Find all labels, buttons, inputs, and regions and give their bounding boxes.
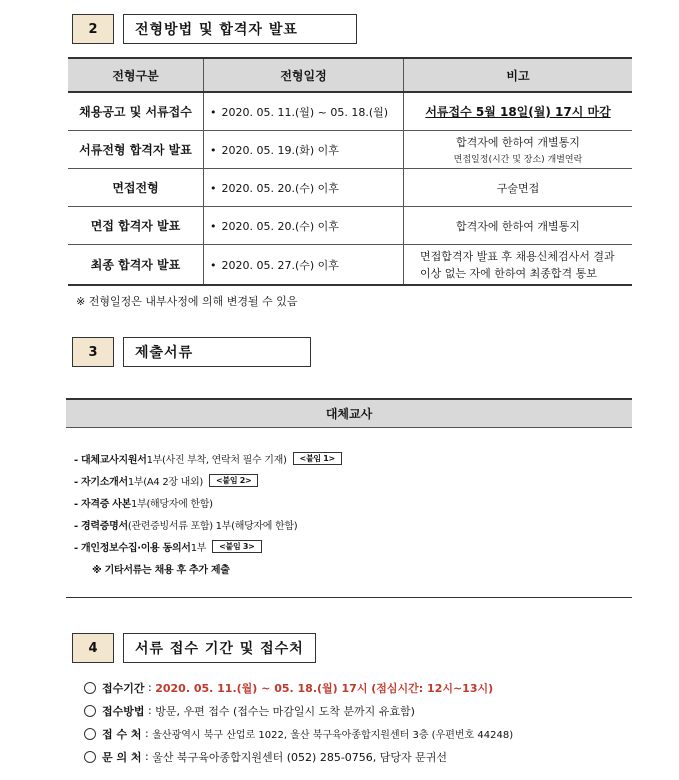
section-4-header: [72, 633, 316, 663]
note-cell: 서류접수 5월 18일(월) 17시 마감: [404, 92, 633, 131]
application-info-list: [84, 676, 513, 768]
schedule-cell: • 2020. 05. 20.(수) 이후: [204, 169, 404, 207]
circle-bullet-icon: [84, 728, 96, 740]
section-number: 2: [72, 14, 114, 44]
stage-cell: 채용공고 및 서류접수: [68, 92, 204, 131]
circle-bullet-icon: [84, 682, 96, 694]
list-item: 접 수 처 : 울산광역시 북구 산업로 1022, 울산 북구육아종합지원센터 3층 (우편번호 44248): [84, 722, 513, 745]
list-item: - 경력증명서 (관련증빙서류 포함) 1부(해당자에 한함): [74, 520, 298, 532]
attachment-tag: <붙임 1>: [293, 452, 342, 465]
schedule-cell: • 2020. 05. 19.(화) 이후: [204, 131, 404, 169]
note-cell: 합격자에 한하여 개별통지: [404, 207, 633, 245]
application-period: 2020. 05. 11.(월) ~ 05. 18.(월) 17시 (점심시간: 12시~13시): [155, 681, 494, 695]
schedule-table: [68, 57, 632, 286]
circle-bullet-icon: [84, 751, 96, 763]
section-title: 제출서류: [123, 337, 311, 367]
schedule-cell: • 2020. 05. 27.(수) 이후: [204, 245, 404, 286]
stage-cell: 면접전형: [68, 169, 204, 207]
note-cell: 합격자에 한하여 개별통지 면접일정(시간 및 장소) 개별연락: [404, 131, 633, 169]
list-item: - 개인정보수집·이용 동의서 1부 <붙임 3>: [74, 535, 342, 557]
schedule-footnote: ※ 전형일정은 내부사정에 의해 변경될 수 있음: [76, 295, 298, 308]
note-cell: 구술면접: [404, 169, 633, 207]
documents-list: [74, 447, 342, 579]
table-row: [68, 169, 632, 207]
documents-note: ※ 기타서류는 채용 후 추가 제출: [92, 564, 230, 576]
section-number: 4: [72, 633, 114, 663]
table-row: [68, 207, 632, 245]
section-number: 3: [72, 337, 114, 367]
table-header-row: [68, 58, 632, 92]
table-row: [68, 92, 632, 131]
list-item: - 자격증 사본 1부(해당자에 한함): [74, 498, 213, 510]
column-header: 전형일정: [204, 58, 404, 92]
list-item: - 자기소개서 1부(A4 2장 내외) <붙임 2>: [74, 469, 342, 491]
note-cell: 면접합격자 발표 후 채용신체검사서 결과 이상 없는 자에 한하여 최종합격 통보: [404, 245, 633, 286]
stage-cell: 서류전형 합격자 발표: [68, 131, 204, 169]
schedule-cell: • 2020. 05. 11.(월) ~ 05. 18.(월): [204, 92, 404, 131]
list-item: 문 의 처 : 울산 북구육아종합지원센터 (052) 285-0756, 담당자 문귀선: [84, 745, 513, 768]
list-item: - 대체교사지원서 1부(사진 부착, 연락처 필수 기재) <붙임 1>: [74, 447, 342, 469]
list-item: 접수기간 : 2020. 05. 11.(월) ~ 05. 18.(월) 17시 (점심시간: 12시~13시): [84, 676, 513, 699]
stage-cell: 최종 합격자 발표: [68, 245, 204, 286]
attachment-tag: <붙임 3>: [212, 540, 261, 553]
column-header: 전형구분: [68, 58, 204, 92]
table-row: [68, 245, 632, 286]
list-item: 접수방법 : 방문, 우편 접수 (접수는 마감일시 도착 분까지 유효함): [84, 699, 513, 722]
section-3-header: [72, 337, 311, 367]
documents-box: [66, 398, 632, 598]
section-title: 서류 접수 기간 및 접수처: [123, 633, 316, 663]
section-2-header: [72, 14, 357, 44]
table-row: [68, 131, 632, 169]
documents-box-header: 대체교사: [66, 398, 632, 428]
circle-bullet-icon: [84, 705, 96, 717]
schedule-cell: • 2020. 05. 20.(수) 이후: [204, 207, 404, 245]
column-header: 비고: [404, 58, 633, 92]
section-title: 전형방법 및 합격자 발표: [123, 14, 357, 44]
attachment-tag: <붙임 2>: [209, 474, 258, 487]
stage-cell: 면접 합격자 발표: [68, 207, 204, 245]
